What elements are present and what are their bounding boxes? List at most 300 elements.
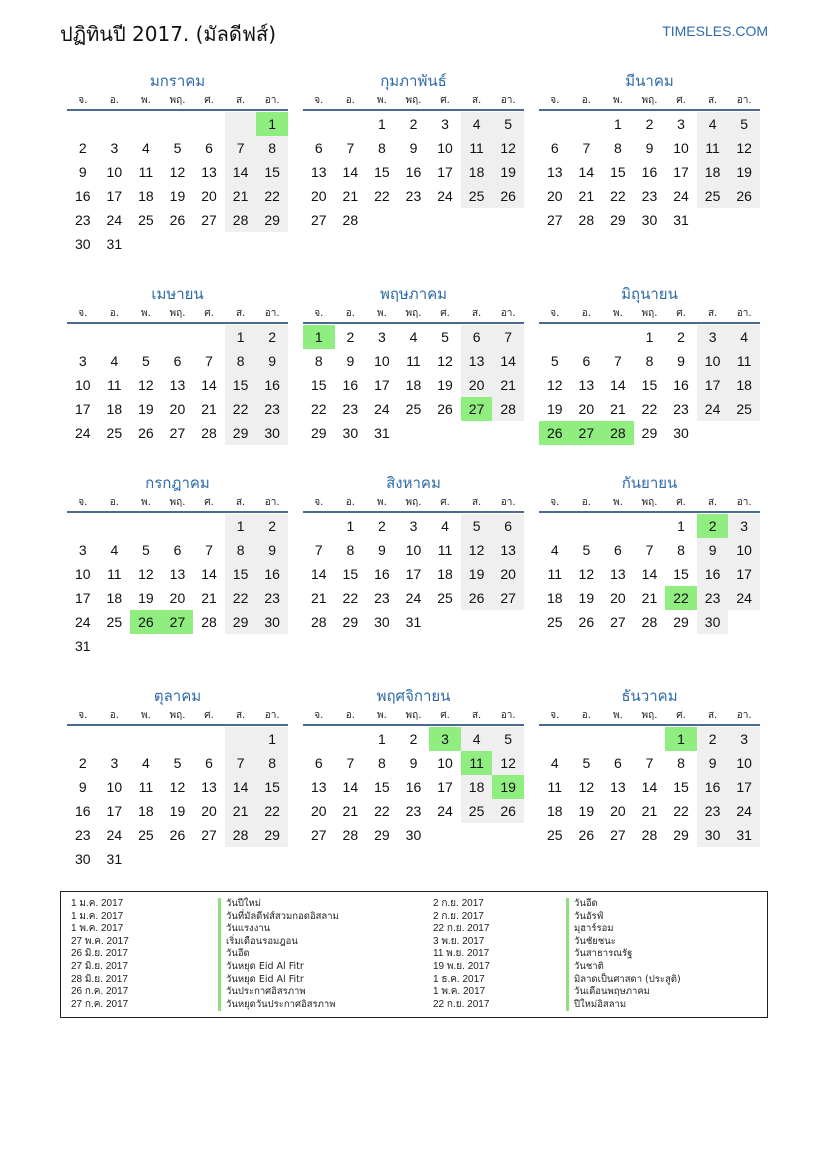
day-cell[interactable]: 17 <box>437 779 453 795</box>
day-cell[interactable]: 18 <box>546 803 563 819</box>
day-cell[interactable]: 24 <box>437 188 453 204</box>
day-cell[interactable]: 19 <box>461 562 493 586</box>
day-cell[interactable]: 14 <box>492 349 524 373</box>
day-cell[interactable]: 23 <box>673 401 689 417</box>
holiday-day-cell[interactable]: 27 <box>571 421 603 445</box>
day-cell[interactable]: 8 <box>378 140 386 156</box>
day-cell[interactable]: 30 <box>405 827 422 843</box>
day-cell[interactable]: 18 <box>405 377 422 393</box>
day-cell[interactable]: 7 <box>314 542 323 558</box>
day-cell[interactable]: 24 <box>74 614 91 630</box>
day-cell[interactable]: 1 <box>677 518 685 534</box>
day-cell[interactable]: 29 <box>310 425 327 441</box>
day-cell[interactable]: 17 <box>437 164 453 180</box>
day-cell[interactable]: 18 <box>106 590 123 606</box>
day-cell[interactable]: 14 <box>641 566 658 582</box>
day-cell[interactable]: 2 <box>78 140 87 156</box>
day-cell[interactable]: 12 <box>492 751 524 775</box>
day-cell[interactable]: 21 <box>342 188 359 204</box>
day-cell[interactable]: 5 <box>461 514 493 538</box>
day-cell[interactable]: 29 <box>256 208 288 232</box>
day-cell[interactable]: 30 <box>641 212 658 228</box>
day-cell[interactable]: 10 <box>106 164 123 180</box>
holiday-day-cell[interactable]: 22 <box>665 586 697 610</box>
day-cell[interactable]: 25 <box>697 184 729 208</box>
holiday-day-cell[interactable]: 1 <box>303 325 335 349</box>
day-cell[interactable]: 13 <box>201 164 217 180</box>
day-cell[interactable]: 6 <box>314 755 323 771</box>
day-cell[interactable]: 21 <box>641 803 658 819</box>
day-cell[interactable]: 9 <box>378 542 386 558</box>
day-cell[interactable]: 5 <box>441 329 449 345</box>
day-cell[interactable]: 1 <box>645 329 654 345</box>
day-cell[interactable]: 10 <box>106 779 123 795</box>
day-cell[interactable]: 13 <box>546 164 563 180</box>
day-cell[interactable]: 10 <box>74 566 91 582</box>
day-cell[interactable]: 15 <box>256 775 288 799</box>
day-cell[interactable]: 12 <box>169 779 186 795</box>
day-cell[interactable]: 20 <box>610 803 626 819</box>
day-cell[interactable]: 18 <box>138 803 154 819</box>
day-cell[interactable]: 24 <box>405 590 422 606</box>
day-cell[interactable]: 29 <box>673 614 689 630</box>
day-cell[interactable]: 3 <box>728 727 760 751</box>
day-cell[interactable]: 20 <box>310 803 327 819</box>
day-cell[interactable]: 5 <box>728 112 760 136</box>
day-cell[interactable]: 7 <box>645 542 654 558</box>
holiday-day-cell[interactable]: 2 <box>697 514 729 538</box>
day-cell[interactable]: 12 <box>461 538 493 562</box>
day-cell[interactable]: 9 <box>697 751 729 775</box>
day-cell[interactable]: 21 <box>225 799 257 823</box>
day-cell[interactable]: 25 <box>106 425 123 441</box>
day-cell[interactable]: 30 <box>256 421 288 445</box>
day-cell[interactable]: 11 <box>547 779 563 795</box>
day-cell[interactable]: 21 <box>225 184 257 208</box>
day-cell[interactable]: 26 <box>492 184 524 208</box>
day-cell[interactable]: 28 <box>342 212 359 228</box>
day-cell[interactable]: 13 <box>169 566 186 582</box>
day-cell[interactable]: 20 <box>546 188 563 204</box>
day-cell[interactable]: 19 <box>138 401 154 417</box>
day-cell[interactable]: 26 <box>437 401 453 417</box>
day-cell[interactable]: 20 <box>169 401 186 417</box>
day-cell[interactable]: 27 <box>610 827 626 843</box>
day-cell[interactable]: 9 <box>256 349 288 373</box>
day-cell[interactable]: 26 <box>728 184 760 208</box>
day-cell[interactable]: 30 <box>697 610 729 634</box>
day-cell[interactable]: 2 <box>256 514 288 538</box>
day-cell[interactable]: 15 <box>310 377 327 393</box>
day-cell[interactable]: 26 <box>169 212 186 228</box>
day-cell[interactable]: 18 <box>437 566 453 582</box>
day-cell[interactable]: 6 <box>173 542 182 558</box>
day-cell[interactable]: 1 <box>256 727 288 751</box>
day-cell[interactable]: 22 <box>374 803 390 819</box>
day-cell[interactable]: 24 <box>106 827 123 843</box>
day-cell[interactable]: 20 <box>492 562 524 586</box>
day-cell[interactable]: 30 <box>74 851 91 867</box>
day-cell[interactable]: 8 <box>256 751 288 775</box>
day-cell[interactable]: 28 <box>310 614 327 630</box>
day-cell[interactable]: 5 <box>582 755 591 771</box>
day-cell[interactable]: 10 <box>728 751 760 775</box>
day-cell[interactable]: 10 <box>437 755 453 771</box>
day-cell[interactable]: 12 <box>728 136 760 160</box>
day-cell[interactable]: 19 <box>492 160 524 184</box>
day-cell[interactable]: 28 <box>201 425 217 441</box>
day-cell[interactable]: 31 <box>74 638 91 654</box>
day-cell[interactable]: 13 <box>578 377 595 393</box>
day-cell[interactable]: 17 <box>74 590 91 606</box>
day-cell[interactable]: 24 <box>437 803 453 819</box>
day-cell[interactable]: 5 <box>492 112 524 136</box>
holiday-day-cell[interactable]: 11 <box>461 751 493 775</box>
day-cell[interactable]: 19 <box>138 590 154 606</box>
day-cell[interactable]: 27 <box>310 212 327 228</box>
day-cell[interactable]: 5 <box>173 755 182 771</box>
day-cell[interactable]: 12 <box>138 377 154 393</box>
day-cell[interactable]: 13 <box>461 349 493 373</box>
day-cell[interactable]: 27 <box>201 827 217 843</box>
day-cell[interactable]: 7 <box>225 136 257 160</box>
day-cell[interactable]: 25 <box>461 184 493 208</box>
day-cell[interactable]: 24 <box>697 397 729 421</box>
day-cell[interactable]: 16 <box>74 803 91 819</box>
day-cell[interactable]: 18 <box>106 401 123 417</box>
day-cell[interactable]: 21 <box>201 590 217 606</box>
day-cell[interactable]: 22 <box>256 799 288 823</box>
day-cell[interactable]: 25 <box>405 401 422 417</box>
day-cell[interactable]: 4 <box>550 755 559 771</box>
day-cell[interactable]: 9 <box>409 140 418 156</box>
day-cell[interactable]: 25 <box>138 827 154 843</box>
day-cell[interactable]: 17 <box>106 803 123 819</box>
day-cell[interactable]: 5 <box>492 727 524 751</box>
day-cell[interactable]: 15 <box>256 160 288 184</box>
day-cell[interactable]: 25 <box>546 827 563 843</box>
day-cell[interactable]: 6 <box>461 325 493 349</box>
day-cell[interactable]: 14 <box>610 377 626 393</box>
day-cell[interactable]: 14 <box>641 779 658 795</box>
day-cell[interactable]: 29 <box>673 827 689 843</box>
day-cell[interactable]: 23 <box>74 827 91 843</box>
day-cell[interactable]: 20 <box>610 590 626 606</box>
day-cell[interactable]: 21 <box>310 590 327 606</box>
day-cell[interactable]: 16 <box>673 377 689 393</box>
day-cell[interactable]: 1 <box>225 514 257 538</box>
day-cell[interactable]: 15 <box>610 164 626 180</box>
day-cell[interactable]: 3 <box>78 542 87 558</box>
day-cell[interactable]: 2 <box>677 329 685 345</box>
day-cell[interactable]: 24 <box>673 188 689 204</box>
day-cell[interactable]: 28 <box>578 212 595 228</box>
day-cell[interactable]: 14 <box>310 566 327 582</box>
day-cell[interactable]: 23 <box>256 586 288 610</box>
day-cell[interactable]: 1 <box>346 518 355 534</box>
day-cell[interactable]: 20 <box>169 590 186 606</box>
day-cell[interactable]: 7 <box>492 325 524 349</box>
day-cell[interactable]: 7 <box>346 140 355 156</box>
day-cell[interactable]: 1 <box>614 116 622 132</box>
day-cell[interactable]: 27 <box>610 614 626 630</box>
day-cell[interactable]: 2 <box>256 325 288 349</box>
day-cell[interactable]: 21 <box>641 590 658 606</box>
day-cell[interactable]: 19 <box>169 188 186 204</box>
day-cell[interactable]: 29 <box>342 614 359 630</box>
day-cell[interactable]: 11 <box>406 353 421 369</box>
day-cell[interactable]: 29 <box>256 823 288 847</box>
day-cell[interactable]: 10 <box>673 140 689 156</box>
day-cell[interactable]: 4 <box>461 112 493 136</box>
day-cell[interactable]: 11 <box>138 164 154 180</box>
day-cell[interactable]: 5 <box>173 140 182 156</box>
day-cell[interactable]: 11 <box>107 377 122 393</box>
day-cell[interactable]: 8 <box>225 349 257 373</box>
day-cell[interactable]: 26 <box>461 586 493 610</box>
day-cell[interactable]: 3 <box>110 140 119 156</box>
day-cell[interactable]: 22 <box>673 803 689 819</box>
day-cell[interactable]: 31 <box>374 425 390 441</box>
day-cell[interactable]: 7 <box>346 755 355 771</box>
day-cell[interactable]: 30 <box>697 823 729 847</box>
day-cell[interactable]: 13 <box>201 779 217 795</box>
day-cell[interactable]: 25 <box>461 799 493 823</box>
day-cell[interactable]: 27 <box>310 827 327 843</box>
day-cell[interactable]: 15 <box>641 377 658 393</box>
day-cell[interactable]: 16 <box>697 562 729 586</box>
day-cell[interactable]: 8 <box>225 538 257 562</box>
day-cell[interactable]: 23 <box>74 212 91 228</box>
day-cell[interactable]: 17 <box>728 775 760 799</box>
day-cell[interactable]: 8 <box>256 136 288 160</box>
day-cell[interactable]: 12 <box>492 136 524 160</box>
holiday-day-cell[interactable]: 26 <box>130 610 162 634</box>
day-cell[interactable]: 26 <box>492 799 524 823</box>
day-cell[interactable]: 22 <box>641 401 658 417</box>
day-cell[interactable]: 16 <box>374 566 390 582</box>
day-cell[interactable]: 3 <box>378 329 386 345</box>
day-cell[interactable]: 7 <box>645 755 654 771</box>
day-cell[interactable]: 4 <box>409 329 418 345</box>
day-cell[interactable]: 7 <box>205 542 213 558</box>
day-cell[interactable]: 13 <box>610 779 626 795</box>
day-cell[interactable]: 13 <box>310 164 327 180</box>
day-cell[interactable]: 22 <box>225 397 257 421</box>
day-cell[interactable]: 8 <box>346 542 355 558</box>
day-cell[interactable]: 18 <box>461 160 493 184</box>
day-cell[interactable]: 23 <box>405 803 422 819</box>
day-cell[interactable]: 26 <box>578 827 595 843</box>
day-cell[interactable]: 15 <box>673 779 689 795</box>
day-cell[interactable]: 4 <box>142 755 150 771</box>
day-cell[interactable]: 6 <box>614 755 622 771</box>
day-cell[interactable]: 23 <box>374 590 390 606</box>
day-cell[interactable]: 1 <box>225 325 257 349</box>
day-cell[interactable]: 15 <box>673 566 689 582</box>
day-cell[interactable]: 15 <box>225 373 257 397</box>
day-cell[interactable]: 13 <box>169 377 186 393</box>
day-cell[interactable]: 1 <box>378 731 386 747</box>
day-cell[interactable]: 29 <box>225 610 257 634</box>
day-cell[interactable]: 23 <box>405 188 422 204</box>
day-cell[interactable]: 7 <box>205 353 213 369</box>
day-cell[interactable]: 5 <box>550 353 559 369</box>
day-cell[interactable]: 17 <box>697 373 729 397</box>
holiday-day-cell[interactable]: 27 <box>162 610 194 634</box>
day-cell[interactable]: 27 <box>169 425 186 441</box>
day-cell[interactable]: 20 <box>461 373 493 397</box>
day-cell[interactable]: 21 <box>201 401 217 417</box>
day-cell[interactable]: 16 <box>256 373 288 397</box>
day-cell[interactable]: 21 <box>342 803 359 819</box>
day-cell[interactable]: 7 <box>225 751 257 775</box>
day-cell[interactable]: 10 <box>405 542 422 558</box>
day-cell[interactable]: 26 <box>578 614 595 630</box>
day-cell[interactable]: 4 <box>550 542 559 558</box>
day-cell[interactable]: 10 <box>74 377 91 393</box>
day-cell[interactable]: 10 <box>374 353 390 369</box>
day-cell[interactable]: 31 <box>106 236 123 252</box>
day-cell[interactable]: 18 <box>728 373 760 397</box>
holiday-day-cell[interactable]: 28 <box>602 421 634 445</box>
day-cell[interactable]: 31 <box>405 614 422 630</box>
day-cell[interactable]: 16 <box>256 562 288 586</box>
day-cell[interactable]: 24 <box>728 586 760 610</box>
day-cell[interactable]: 24 <box>74 425 91 441</box>
day-cell[interactable]: 31 <box>106 851 123 867</box>
day-cell[interactable]: 11 <box>697 136 729 160</box>
day-cell[interactable]: 20 <box>310 188 327 204</box>
day-cell[interactable]: 22 <box>310 401 327 417</box>
day-cell[interactable]: 25 <box>138 212 154 228</box>
day-cell[interactable]: 8 <box>378 755 386 771</box>
day-cell[interactable]: 18 <box>546 590 563 606</box>
day-cell[interactable]: 6 <box>614 542 622 558</box>
day-cell[interactable]: 29 <box>374 827 390 843</box>
day-cell[interactable]: 11 <box>728 349 760 373</box>
holiday-day-cell[interactable]: 27 <box>461 397 493 421</box>
day-cell[interactable]: 8 <box>314 353 323 369</box>
day-cell[interactable]: 17 <box>673 164 689 180</box>
day-cell[interactable]: 26 <box>169 827 186 843</box>
day-cell[interactable]: 29 <box>610 212 626 228</box>
day-cell[interactable]: 19 <box>728 160 760 184</box>
day-cell[interactable]: 10 <box>697 349 729 373</box>
day-cell[interactable]: 18 <box>461 775 493 799</box>
day-cell[interactable]: 18 <box>697 160 729 184</box>
day-cell[interactable]: 11 <box>107 566 122 582</box>
day-cell[interactable]: 19 <box>578 590 595 606</box>
day-cell[interactable]: 14 <box>201 377 217 393</box>
day-cell[interactable]: 30 <box>74 236 91 252</box>
day-cell[interactable]: 12 <box>169 164 186 180</box>
day-cell[interactable]: 9 <box>645 140 654 156</box>
day-cell[interactable]: 21 <box>610 401 626 417</box>
day-cell[interactable]: 9 <box>256 538 288 562</box>
day-cell[interactable]: 30 <box>342 425 359 441</box>
day-cell[interactable]: 4 <box>728 325 760 349</box>
day-cell[interactable]: 15 <box>225 562 257 586</box>
day-cell[interactable]: 6 <box>173 353 182 369</box>
day-cell[interactable]: 17 <box>106 188 123 204</box>
day-cell[interactable]: 24 <box>374 401 390 417</box>
day-cell[interactable]: 2 <box>78 755 87 771</box>
day-cell[interactable]: 22 <box>610 188 626 204</box>
day-cell[interactable]: 11 <box>138 779 154 795</box>
day-cell[interactable]: 28 <box>641 827 658 843</box>
day-cell[interactable]: 3 <box>697 325 729 349</box>
day-cell[interactable]: 28 <box>641 614 658 630</box>
day-cell[interactable]: 31 <box>673 212 689 228</box>
day-cell[interactable]: 6 <box>314 140 323 156</box>
day-cell[interactable]: 2 <box>697 727 729 751</box>
day-cell[interactable]: 6 <box>582 353 591 369</box>
holiday-day-cell[interactable]: 19 <box>492 775 524 799</box>
day-cell[interactable]: 4 <box>142 140 150 156</box>
day-cell[interactable]: 25 <box>106 614 123 630</box>
day-cell[interactable]: 30 <box>673 425 689 441</box>
day-cell[interactable]: 3 <box>110 755 119 771</box>
day-cell[interactable]: 31 <box>728 823 760 847</box>
day-cell[interactable]: 5 <box>142 353 150 369</box>
day-cell[interactable]: 3 <box>409 518 418 534</box>
day-cell[interactable]: 1 <box>378 116 386 132</box>
day-cell[interactable]: 26 <box>138 425 154 441</box>
day-cell[interactable]: 23 <box>342 401 359 417</box>
day-cell[interactable]: 28 <box>225 208 257 232</box>
day-cell[interactable]: 5 <box>582 542 591 558</box>
day-cell[interactable]: 17 <box>405 566 422 582</box>
day-cell[interactable]: 28 <box>201 614 217 630</box>
day-cell[interactable]: 12 <box>578 566 595 582</box>
day-cell[interactable]: 27 <box>546 212 563 228</box>
day-cell[interactable]: 5 <box>142 542 150 558</box>
day-cell[interactable]: 12 <box>138 566 154 582</box>
day-cell[interactable]: 24 <box>106 212 123 228</box>
day-cell[interactable]: 22 <box>342 590 359 606</box>
day-cell[interactable]: 19 <box>169 803 186 819</box>
day-cell[interactable]: 7 <box>582 140 591 156</box>
day-cell[interactable]: 18 <box>138 188 154 204</box>
day-cell[interactable]: 17 <box>728 562 760 586</box>
day-cell[interactable]: 25 <box>728 397 760 421</box>
day-cell[interactable]: 6 <box>205 140 213 156</box>
day-cell[interactable]: 12 <box>437 353 453 369</box>
day-cell[interactable]: 30 <box>256 610 288 634</box>
day-cell[interactable]: 20 <box>578 401 595 417</box>
day-cell[interactable]: 2 <box>645 116 654 132</box>
holiday-day-cell[interactable]: 26 <box>539 421 571 445</box>
day-cell[interactable]: 15 <box>374 164 390 180</box>
day-cell[interactable]: 2 <box>409 731 418 747</box>
day-cell[interactable]: 2 <box>346 329 355 345</box>
day-cell[interactable]: 19 <box>578 803 595 819</box>
day-cell[interactable]: 21 <box>492 373 524 397</box>
day-cell[interactable]: 9 <box>78 164 87 180</box>
day-cell[interactable]: 12 <box>578 779 595 795</box>
day-cell[interactable]: 14 <box>342 779 359 795</box>
day-cell[interactable]: 28 <box>342 827 359 843</box>
day-cell[interactable]: 9 <box>697 538 729 562</box>
day-cell[interactable]: 29 <box>225 421 257 445</box>
day-cell[interactable]: 14 <box>225 775 257 799</box>
day-cell[interactable]: 20 <box>201 188 217 204</box>
day-cell[interactable]: 4 <box>110 353 119 369</box>
day-cell[interactable]: 21 <box>578 188 595 204</box>
day-cell[interactable]: 14 <box>578 164 595 180</box>
day-cell[interactable]: 16 <box>405 779 422 795</box>
